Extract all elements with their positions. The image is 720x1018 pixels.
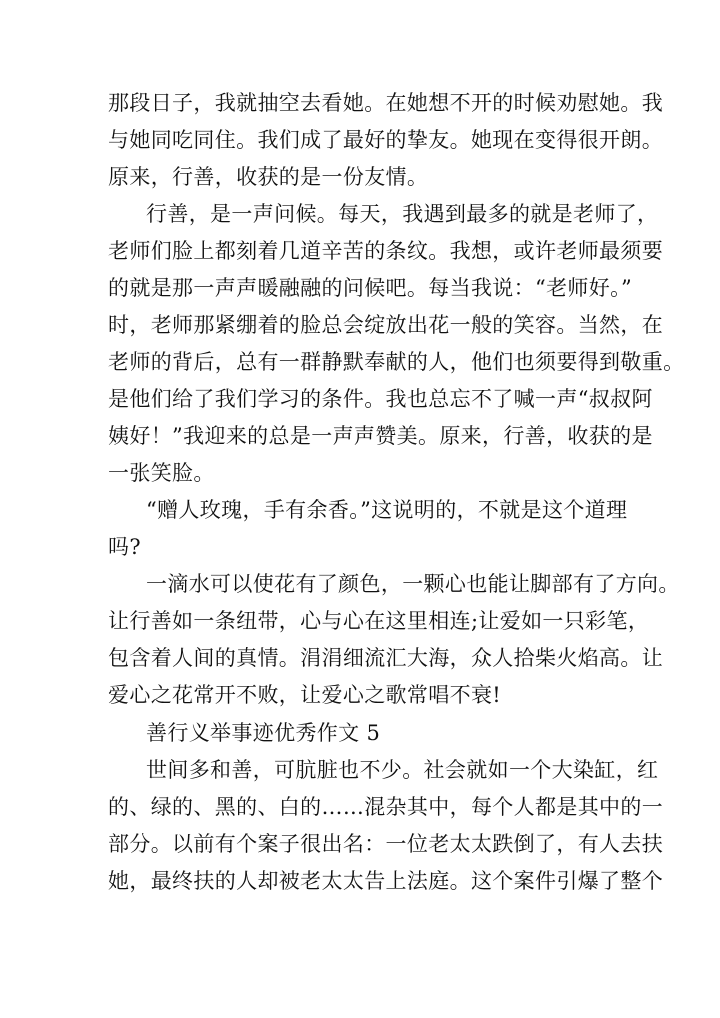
paragraph-first-line: 世间多和善，可肮脏也不少。社会就如一个大染缸，红 [146,758,659,782]
text-line: 时，老师那紧绷着的脸总会绽放出花一般的笑容。当然，在 [108,313,664,337]
text-line: 老师们脸上都刻着几道辛苦的条纹。我想，或许老师最须要 [108,239,664,263]
text-line: 那段日子，我就抽空去看她。在她想不开的时候劝慰她。我 [108,91,664,115]
paragraph-first-line: 一滴水可以使花有了颜色，一颗心也能让脚部有了方向。 [146,572,680,596]
text-line: 是他们给了我们学习的条件。我也总忘不了喊一声“叔叔阿 [108,387,653,411]
text-line: 原来，行善，收获的是一份友情。 [108,165,429,189]
text-line: 让行善如一条纽带，心与心在这里相连;让爱如一只彩笔， [108,609,650,633]
text-line: 一张笑脸。 [108,461,215,485]
paragraph-first-line: 行善，是一声问候。每天，我遇到最多的就是老师了， [146,202,659,226]
paragraph-first-line: “赠人玫瑰，手有余香。”这说明的，不就是这个道理 [146,498,628,522]
text-line: 的就是那一声声暖融融的问候吧。每当我说：“老师好。” [108,276,633,300]
text-line: 吗? [108,535,141,559]
text-line: 部分。以前有个案子很出名：一位老太太跌倒了，有人去扶 [108,832,664,856]
text-line: 包含着人间的真情。涓涓细流汇大海，众人拾柴火焰高。让 [108,646,664,670]
section-heading: 善行义举事迹优秀作文 5 [146,721,381,745]
text-line: 与她同吃同住。我们成了最好的挚友。她现在变得很开朗。 [108,128,664,152]
text-line: 爱心之花常开不败，让爱心之歌常唱不衰! [108,683,502,707]
text-line: 的、绿的、黑的、白的……混杂其中，每个人都是其中的一 [108,795,664,819]
text-line: 老师的背后，总有一群静默奉献的人，他们也须要得到敬重。 [108,350,685,374]
text-line: 姨好！”我迎来的总是一声声赞美。原来，行善，收获的是 [108,424,653,448]
text-line: 她，最终扶的人却被老太太告上法庭。这个案件引爆了整个 [108,869,664,893]
